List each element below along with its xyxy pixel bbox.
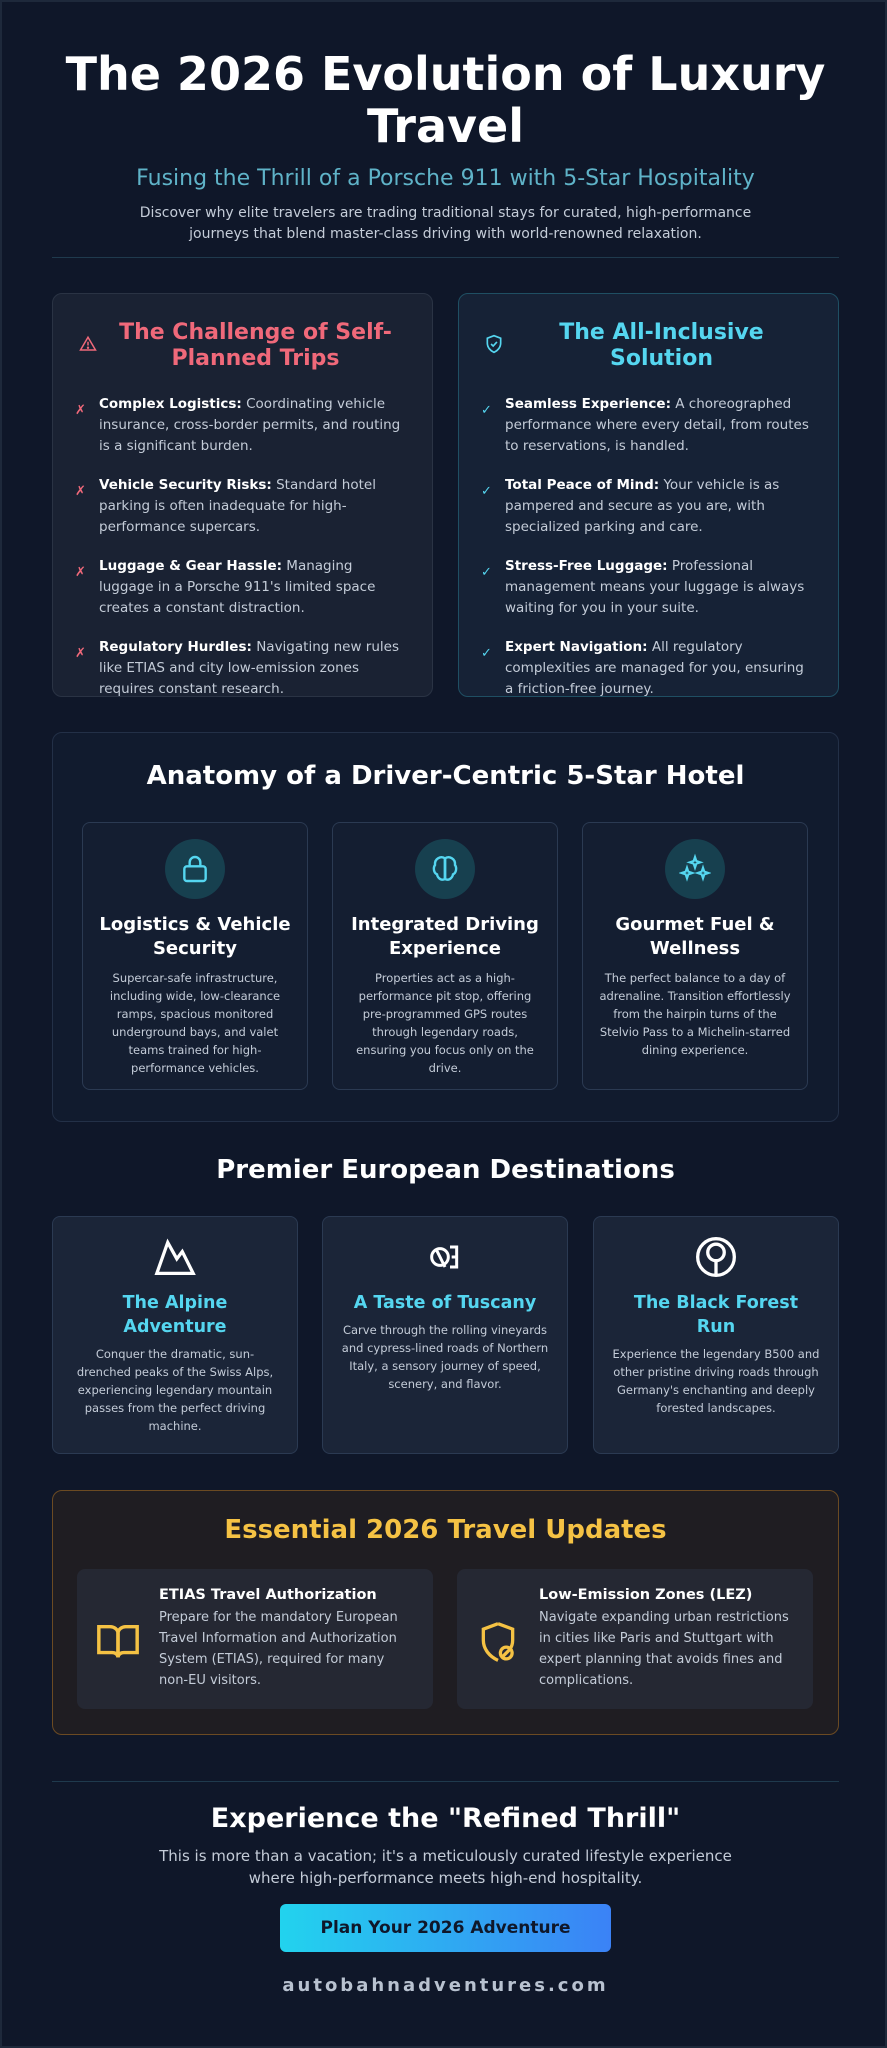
website-link[interactable]: autobahnadventures.com: [282, 1975, 609, 1996]
list-item: ✓ Seamless Experience: A choreographed performance where every detail, from routes to reservations, is handled.: [481, 394, 816, 457]
solution-list: [481, 394, 816, 700]
cross-icon: ✗: [75, 565, 86, 580]
book-icon: [77, 1587, 159, 1697]
list-item: ✗ Luggage & Gear Hassle: Managing luggage in a Porsche 911's limited space creates a constant distraction.: [75, 556, 410, 619]
cta-text: This is more than a vacation; it's a meticulously curated lifestyle experience where high-performance meets high-end hospitality.: [159, 1847, 732, 1887]
shield-emission-icon: [457, 1587, 539, 1697]
destination-title: The Alpine Adventure: [122, 1293, 228, 1337]
warning-icon: [75, 335, 101, 357]
check-icon: ✓: [481, 403, 492, 418]
feature-title: Logistics & Vehicle Security: [99, 914, 291, 959]
list-item: ✗ Complex Logistics: Coordinating vehicle insurance, cross-border permits, and routing is a significant burden.: [75, 394, 410, 457]
list-item: ✗ Vehicle Security Risks: Standard hotel parking is often inadequate for high-performance supercars.: [75, 475, 410, 538]
feature-text: Properties act as a high-performance pit stop, offering pre-programmed GPS routes through legendary roads, ensuring you focus only on the drive.: [356, 971, 534, 1075]
shield-check-icon: [481, 334, 507, 358]
destination-title: A Taste of Tuscany: [353, 1293, 537, 1313]
challenge-card: [52, 293, 433, 697]
feature-text: The perfect balance to a day of adrenaline. Transition effortlessly from the hairpin turns of the Stelvio Pass to a Michelin-starred dining experience.: [599, 971, 791, 1057]
cta-title: Experience the "Refined Thrill": [210, 1803, 681, 1834]
divider: [52, 257, 839, 258]
destination-card: [52, 1216, 298, 1454]
check-icon: ✓: [481, 646, 492, 661]
divider: [52, 1781, 839, 1782]
sparkles-icon: [665, 839, 725, 899]
destination-card: [322, 1216, 568, 1454]
feature-title: Integrated Driving Experience: [351, 914, 539, 959]
list-item: ✓ Total Peace of Mind: Your vehicle is as pampered and secure as you are, with specialized parking and care.: [481, 475, 816, 538]
updates-section: [52, 1490, 839, 1735]
destination-title: The Black Forest Run: [633, 1293, 799, 1337]
feature-text: Supercar-safe infrastructure, including wide, low-clearance ramps, spacious monitored underground bays, and valet teams trained for high-performance vehicles.: [109, 971, 281, 1075]
brain-icon: [415, 839, 475, 899]
mountain-icon: [71, 1235, 279, 1279]
page-intro: Discover why elite travelers are trading traditional stays for curated, high-performance journeys that blend master-class driving with world-renowned relaxation.: [139, 205, 752, 242]
feature-card: [82, 822, 308, 1090]
lock-icon: [165, 839, 225, 899]
update-card: [457, 1569, 813, 1709]
plan-adventure-button[interactable]: Plan Your 2026 Adventure: [280, 1904, 611, 1952]
update-title: ETIAS Travel Authorization: [159, 1587, 377, 1603]
header: [52, 48, 839, 245]
list-item: ✗ Regulatory Hurdles: Navigating new rules like ETIAS and city low-emission zones requires constant research.: [75, 637, 410, 700]
cross-icon: ✗: [75, 484, 86, 499]
grapes-icon: [341, 1235, 549, 1279]
update-text: Navigate expanding urban restrictions in cities like Paris and Stuttgart with expert planning that avoids fines and complications.: [539, 1610, 789, 1688]
feature-title: Gourmet Fuel & Wellness: [615, 914, 775, 959]
destination-text: Experience the legendary B500 and other pristine driving roads through Germany's enchanting and deeply forested landscapes.: [612, 1347, 820, 1415]
challenge-title: The Challenge of Self-Planned Trips: [119, 320, 392, 371]
destinations-title: Premier European Destinations: [216, 1155, 675, 1185]
cross-icon: ✗: [75, 403, 86, 418]
cross-icon: ✗: [75, 646, 86, 661]
updates-title: Essential 2026 Travel Updates: [224, 1515, 667, 1545]
challenge-list: [75, 394, 410, 700]
page-subtitle: Fusing the Thrill of a Porsche 911 with 5-Star Hospitality: [136, 166, 755, 191]
tree-icon: [612, 1235, 820, 1279]
solution-title: The All-Inclusive Solution: [559, 320, 764, 371]
destination-text: Conquer the dramatic, sun-drenched peaks of the Swiss Alps, experiencing legendary mountain passes from the perfect driving machine.: [76, 1347, 274, 1433]
list-item: ✓ Stress-Free Luggage: Professional management means your luggage is always waiting for you in your suite.: [481, 556, 816, 619]
update-text: Prepare for the mandatory European Travel Information and Authorization System (ETIAS), required for many non-EU visitors.: [159, 1610, 398, 1688]
page-title: The 2026 Evolution of Luxury Travel: [65, 47, 826, 153]
destination-text: Carve through the rolling vineyards and cypress-lined roads of Northern Italy, a sensory journey of speed, scenery, and flavor.: [341, 1323, 549, 1391]
anatomy-section: [52, 732, 839, 1122]
comparison-row: [52, 293, 839, 697]
destination-card: [593, 1216, 839, 1454]
update-title: Low-Emission Zones (LEZ): [539, 1587, 753, 1603]
feature-card: [582, 822, 808, 1090]
feature-card: [332, 822, 558, 1090]
update-card: [77, 1569, 433, 1709]
anatomy-title: Anatomy of a Driver-Centric 5-Star Hotel: [146, 761, 745, 791]
check-icon: ✓: [481, 484, 492, 499]
list-item: ✓ Expert Navigation: All regulatory complexities are managed for you, ensuring a friction-free journey.: [481, 637, 816, 700]
solution-card: [458, 293, 839, 697]
check-icon: ✓: [481, 565, 492, 580]
